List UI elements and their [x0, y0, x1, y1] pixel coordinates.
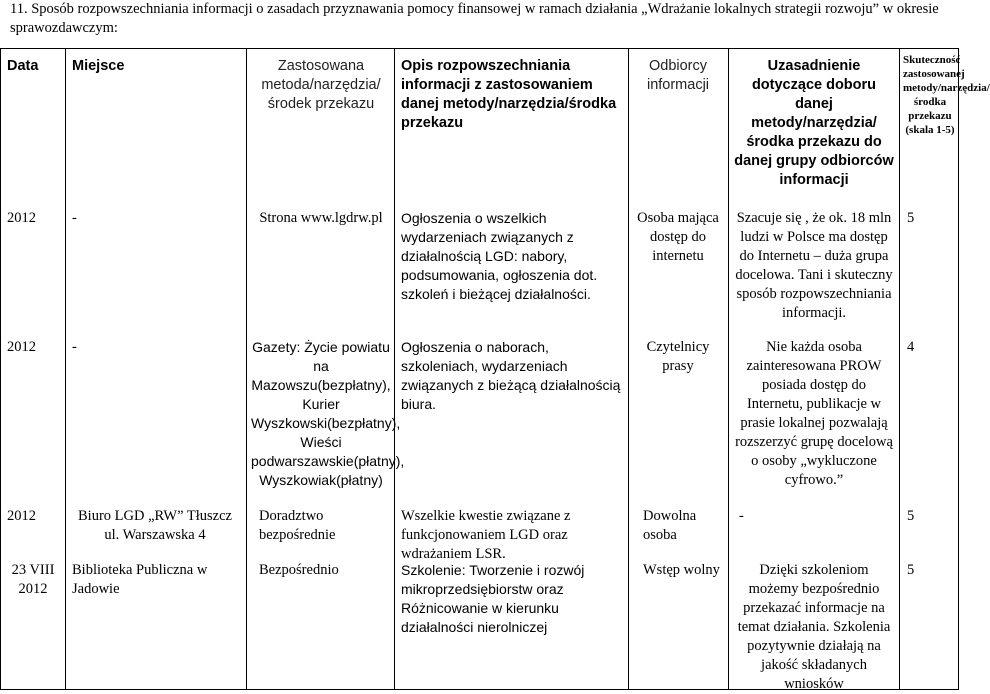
- row1-data: 2012: [7, 210, 36, 226]
- header-uzasadnienie: Uzasadnienie dotyczące doboru danej metody/narzędzia/środka przekazu do danej grupy odbiorców informacji: [734, 58, 894, 188]
- column-divider: [728, 49, 729, 689]
- row3-opis: Wszelkie kwestie związane z funkcjonowaniem LGD oraz wdrażaniem LSR.: [401, 508, 571, 562]
- table: [0, 48, 990, 692]
- row1-odbiorcy: Osoba mająca dostęp do internetu: [637, 210, 719, 264]
- row2-miejsce: -: [72, 339, 77, 355]
- row2-skutecznosc: 4: [907, 339, 915, 355]
- column-divider: [65, 49, 66, 689]
- row4-odbiorcy: Wstęp wolny: [643, 562, 720, 578]
- row1-miejsce: -: [72, 210, 77, 226]
- row2-uzasadnienie: Nie każda osoba zainteresowana PROW posiada dostęp do Internetu, publikacje w prasie lokalnej pozwalają rozszerzyć grupę docelową o osoby „wykluczone cyfrowo.”: [735, 339, 893, 488]
- row3-skutecznosc: 5: [907, 508, 915, 524]
- header-data: Data: [7, 58, 39, 74]
- row3-miejsce: Biuro LGD „RW” Tłuszcz ul. Warszawska 4: [78, 508, 232, 543]
- row4-miejsce: Biblioteka Publiczna w Jadowie: [72, 562, 208, 597]
- header-opis: Opis rozpowszechniania informacji z zastosowaniem danej metody/narzędzia/środka przekazu: [401, 58, 617, 131]
- row4-opis: Szkolenie: Tworzenie i rozwój mikroprzedsiębiorstw oraz Różnicowanie w kierunku działalności nierolniczej: [401, 562, 585, 635]
- column-divider: [394, 49, 395, 689]
- row1-skutecznosc: 5: [907, 210, 915, 226]
- row4-data: 23 VIII 2012: [11, 562, 55, 597]
- row2-metoda: Gazety: Życie powiatu na Mazowszu(bezpłatny), Kurier Wyszkowski(bezpłatny), Wieści podwarszawskie(płatny), Wyszkowiak(płatny): [251, 339, 405, 488]
- row3-uzasadnienie: -: [739, 508, 744, 524]
- row4-metoda: Bezpośrednio: [259, 562, 339, 578]
- intro-text: 11. Sposób rozpowszechniania informacji o zasadach przyznawania pomocy finansowej w ramach działania „Wdrażanie lokalnych strategii rozwoju” w okresie sprawozdawczym:: [10, 1, 939, 36]
- row4-skutecznosc: 5: [907, 562, 915, 578]
- row2-opis: Ogłoszenia o naborach, szkoleniach, wydarzeniach związanych z bieżącą działalnością biura.: [401, 339, 621, 412]
- header-metoda: Zastosowana metoda/narzędzia/środek przekazu: [261, 58, 381, 112]
- column-divider: [628, 49, 629, 689]
- row1-opis: Ogłoszenia o wszelkich wydarzeniach związanych z działalnością LGD: nabory, podsumowania, ogłoszenia dot. szkoleń i bieżącej działalności.: [401, 210, 598, 302]
- row2-odbiorcy: Czytelnicy prasy: [646, 339, 710, 374]
- row3-odbiorcy: Dowolna osoba: [643, 508, 697, 543]
- column-divider: [246, 49, 247, 689]
- header-odbiorcy: Odbiorcy informacji: [646, 58, 710, 93]
- row1-metoda: Strona www.lgdrw.pl: [259, 210, 383, 226]
- header-miejsce: Miejsce: [72, 58, 125, 74]
- header-skutecznosc: Skuteczność zastosowanej metody/narzędzia/środka przekazu (skala 1-5): [903, 54, 990, 136]
- row2-data: 2012: [7, 339, 36, 355]
- row3-data: 2012: [7, 508, 36, 524]
- row1-uzasadnienie: Szacuje się , że ok. 18 mln ludzi w Polsce ma dostęp do Internetu – duża grupa docelowa. Tani i skuteczny sposób rozpowszechniania informacji.: [735, 210, 893, 321]
- row3-metoda: Doradztwo bezpośrednie: [259, 508, 336, 543]
- row4-uzasadnienie: Dzięki szkoleniom możemy bezpośrednio przekazać informacje na temat działania. Szkolenia pozytywnie działają na jakość składanych wniosków: [737, 562, 891, 692]
- column-divider: [899, 49, 900, 689]
